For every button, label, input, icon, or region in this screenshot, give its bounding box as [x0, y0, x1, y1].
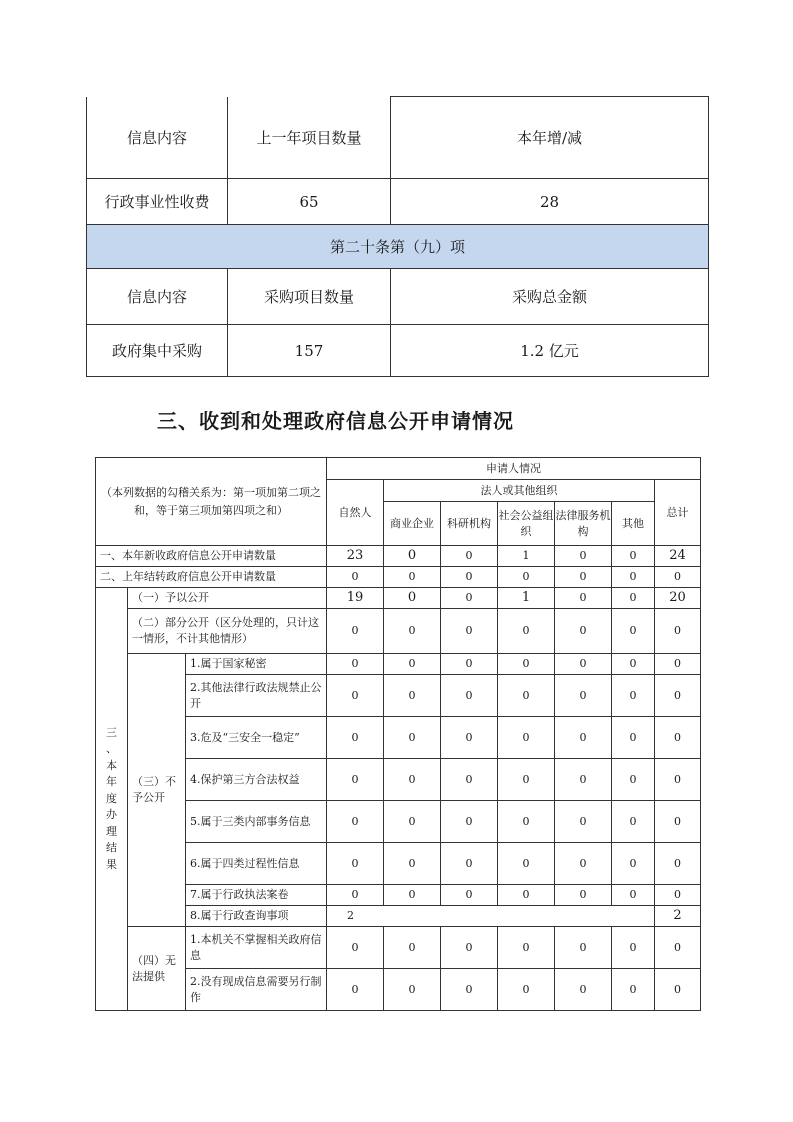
table-cell: 0: [612, 927, 655, 969]
table-cell: 0: [655, 843, 701, 885]
table-cell: 0: [655, 654, 701, 675]
row-label: 1.本机关不掌握相关政府信息: [186, 927, 327, 969]
table-cell: 0: [327, 843, 384, 885]
application-stats-table: [95, 457, 701, 1011]
table-cell: 0: [555, 885, 612, 906]
table-cell: 0: [384, 801, 441, 843]
table-cell: 0: [498, 609, 555, 654]
table-cell: 0: [612, 759, 655, 801]
table-cell: 0: [384, 885, 441, 906]
table-cell: 0: [612, 801, 655, 843]
row-label: （一）予以公开: [128, 588, 327, 609]
table-row: [96, 927, 701, 969]
table-cell: 0: [327, 759, 384, 801]
table-cell: 0: [384, 567, 441, 588]
table-cell: 0: [655, 675, 701, 717]
subcol-header: 科研机构: [441, 502, 498, 546]
results-label-char: 三: [106, 725, 117, 739]
table-cell: 0: [384, 654, 441, 675]
table-cell: 0: [498, 675, 555, 717]
row-label: 3.危及“三安全一稳定”: [186, 717, 327, 759]
table-cell: 0: [555, 675, 612, 717]
table-cell: 0: [441, 609, 498, 654]
table-cell: 0: [555, 567, 612, 588]
results-label-char: 本: [106, 758, 117, 772]
table-cell: 0: [498, 927, 555, 969]
results-label-char: 果: [106, 857, 117, 871]
table-row: [87, 325, 709, 377]
table-cell: 1: [498, 588, 555, 609]
total-header: 总计: [655, 480, 701, 546]
table-cell: 0: [555, 609, 612, 654]
table-header-cell: 上一年项目数量: [228, 97, 391, 179]
table-row: [96, 567, 701, 588]
table-cell: 0: [384, 675, 441, 717]
section-heading: 三、收到和处理政府信息公开申请情况: [157, 409, 514, 433]
table-cell: 0: [555, 801, 612, 843]
table-cell: 0: [441, 759, 498, 801]
table-row: [96, 458, 701, 480]
table-cell: 0: [441, 801, 498, 843]
table-cell: 0: [555, 927, 612, 969]
table-cell: 0: [555, 588, 612, 609]
table-cell: 0: [327, 927, 384, 969]
table-row: [87, 97, 709, 179]
row-label: 一、本年新收政府信息公开申请数量: [96, 546, 327, 567]
table-cell: 0: [498, 717, 555, 759]
table-cell: 0: [384, 969, 441, 1011]
table-cell: 0: [327, 969, 384, 1011]
relation-note: （本列数据的勾稽关系为：第一项加第二项之和，等于第三项加第四项之和）: [96, 458, 327, 546]
table-cell: 0: [441, 567, 498, 588]
table-header-cell: 信息内容: [87, 97, 228, 179]
table-cell: 0: [498, 654, 555, 675]
table-cell: 1.2 亿元: [391, 325, 709, 377]
table-cell: 0: [612, 717, 655, 759]
subcol-header: 商业企业: [384, 502, 441, 546]
table-cell: 2: [327, 906, 655, 927]
table-cell: 0: [441, 969, 498, 1011]
table-cell: 23: [327, 546, 384, 567]
row-label: 8.属于行政查询事项: [186, 906, 327, 927]
table-cell: 0: [327, 567, 384, 588]
results-label-char: 年: [106, 775, 117, 789]
table-cell: 19: [327, 588, 384, 609]
table-header-cell: 采购项目数量: [228, 269, 391, 325]
table-row: [96, 717, 701, 759]
table-row: [96, 759, 701, 801]
table-cell: 0: [655, 927, 701, 969]
table-cell: 0: [555, 546, 612, 567]
table-cell: 2: [655, 906, 701, 927]
row-label: 2.没有现成信息需要另行制作: [186, 969, 327, 1011]
table-cell: 0: [498, 759, 555, 801]
table-cell: 0: [655, 969, 701, 1011]
table-row: [96, 801, 701, 843]
table-cell: 0: [441, 675, 498, 717]
table-cell: 0: [555, 759, 612, 801]
table-row: [96, 843, 701, 885]
table-cell: 0: [327, 801, 384, 843]
row-label: 2.其他法律行政法规禁止公开: [186, 675, 327, 717]
table-row: [96, 969, 701, 1011]
table-cell: 0: [384, 609, 441, 654]
table-cell: 0: [441, 843, 498, 885]
table-cell: 157: [228, 325, 391, 377]
results-label-text: [96, 725, 127, 874]
table-cell: 0: [441, 654, 498, 675]
table-cell: 0: [612, 885, 655, 906]
results-label-char: 、: [106, 742, 117, 756]
table-cell: 0: [612, 588, 655, 609]
table-cell: 0: [555, 654, 612, 675]
row-label: 1.属于国家秘密: [186, 654, 327, 675]
table-cell: 0: [498, 885, 555, 906]
table-cell: 0: [555, 717, 612, 759]
table-header-cell: 信息内容: [87, 269, 228, 325]
table-cell: 0: [612, 567, 655, 588]
table-cell: 行政事业性收费: [87, 179, 228, 225]
table-cell: 政府集中采购: [87, 325, 228, 377]
results-label-char: 办: [106, 808, 117, 822]
table-cell: 0: [327, 885, 384, 906]
table-cell: 0: [441, 927, 498, 969]
nopub-group-label: （三）不予公开: [128, 654, 186, 927]
table-cell: 65: [228, 179, 391, 225]
natural-person-header: 自然人: [327, 480, 384, 546]
row-label: 7.属于行政执法案卷: [186, 885, 327, 906]
section-band: 第二十条第（九）项: [87, 225, 709, 269]
table-cell: 28: [391, 179, 709, 225]
table-cell: 0: [384, 759, 441, 801]
table-cell: 0: [441, 546, 498, 567]
subcol-header: 其他: [612, 502, 655, 546]
table-cell: 0: [612, 546, 655, 567]
table-cell: 0: [612, 969, 655, 1011]
table-cell: 1: [498, 546, 555, 567]
table-cell: 0: [498, 969, 555, 1011]
row-label: 二、上年结转政府信息公开申请数量: [96, 567, 327, 588]
table-row: [96, 609, 701, 654]
table-row: [96, 588, 701, 609]
results-label-char: 理: [106, 824, 117, 838]
table-cell: 20: [655, 588, 701, 609]
fee-procurement-table: [86, 96, 709, 377]
table-cell: 0: [384, 588, 441, 609]
results-label-char: 度: [106, 791, 117, 805]
applicant-header: 申请人情况: [327, 458, 701, 480]
table-row: [96, 906, 701, 927]
row-label: 4.保护第三方合法权益: [186, 759, 327, 801]
table-cell: 0: [655, 717, 701, 759]
table-header-cell: 采购总金额: [391, 269, 709, 325]
table-cell: 24: [655, 546, 701, 567]
table-cell: 0: [327, 675, 384, 717]
table-cell: 0: [498, 801, 555, 843]
cannot-group-label: （四）无法提供: [128, 927, 186, 1011]
table-cell: 0: [612, 609, 655, 654]
legal-group-header: 法人或其他组织: [384, 480, 655, 502]
table-row: [87, 225, 709, 269]
table-cell: 0: [384, 927, 441, 969]
table-cell: 0: [327, 609, 384, 654]
table-row: [96, 885, 701, 906]
table-row: [87, 269, 709, 325]
table-cell: 0: [384, 546, 441, 567]
table-cell: 0: [441, 588, 498, 609]
table-cell: 0: [498, 843, 555, 885]
table-cell: 0: [655, 801, 701, 843]
table-cell: 0: [555, 969, 612, 1011]
row-label: 6.属于四类过程性信息: [186, 843, 327, 885]
table-cell: 0: [441, 717, 498, 759]
table-row: [96, 654, 701, 675]
table-header-cell: 本年增/减: [391, 97, 709, 179]
subcol-header: 法律服务机构: [555, 502, 612, 546]
table-cell: 0: [498, 567, 555, 588]
row-label: （二）部分公开（区分处理的，只计这一情形，不计其他情形）: [128, 609, 327, 654]
table-cell: 0: [441, 885, 498, 906]
row-label: 5.属于三类内部事务信息: [186, 801, 327, 843]
table-cell: 0: [612, 843, 655, 885]
table-cell: 0: [612, 654, 655, 675]
table-cell: 0: [612, 675, 655, 717]
results-label-char: 结: [106, 841, 117, 855]
table-row: [87, 179, 709, 225]
table-cell: 0: [655, 885, 701, 906]
table-row: [96, 675, 701, 717]
table-cell: 0: [655, 567, 701, 588]
table-row: [96, 546, 701, 567]
table-cell: 0: [327, 717, 384, 759]
subcol-header: 社会公益组织: [498, 502, 555, 546]
table-cell: 0: [384, 717, 441, 759]
results-label: [96, 588, 128, 1011]
table-cell: 0: [555, 843, 612, 885]
table-cell: 0: [327, 654, 384, 675]
table-cell: 0: [655, 609, 701, 654]
table-cell: 0: [655, 759, 701, 801]
table-cell: 0: [384, 843, 441, 885]
